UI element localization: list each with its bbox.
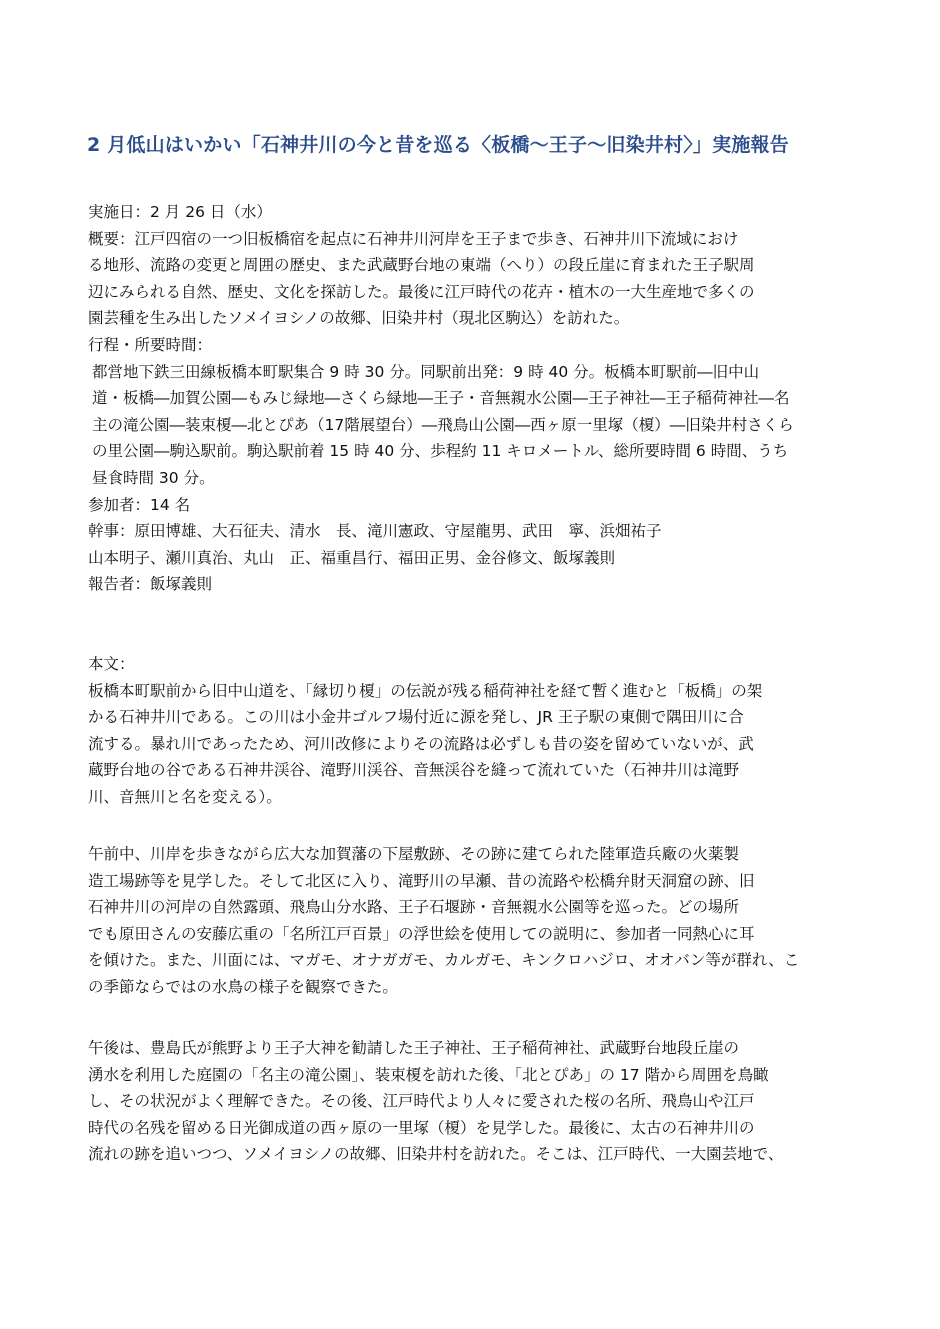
paragraph-1-line: 川、音無川と名を変える）。 — [88, 787, 282, 806]
paragraph-1-line: 流する。暴れ川であったため、河川改修によりその流路は必ずしも昔の姿を留めていないが、武 — [88, 734, 754, 753]
paragraph-2-line: を傾けた。また、川面には、マガモ、オナガガモ、カルガモ、キンクロハジロ、オオバン等が群れ、こ — [88, 951, 800, 970]
event-date: 実施日：2 月 26 日（水） — [88, 203, 272, 221]
paragraph-2-line: 午前中、川岸を歩きながら広大な加賀藩の下屋敷跡、その跡に建てられた陸軍造兵廠の火薬製 — [88, 845, 740, 863]
paragraph-3-line: 時代の名残を留める日光御成道の西ヶ原の一里塚（榎）を見学した。最後に、太古の石神井川の — [88, 1118, 755, 1137]
paragraph-2 — [88, 841, 878, 1001]
itinerary-line-3: 主の滝公園―装束榎―北とぴあ（17階展望台）―飛鳥山公園―西ヶ原一里塚（榎）―旧染井村さくら — [92, 415, 794, 434]
body-label: 本文： — [88, 655, 135, 673]
participants-count: 参加者：14 名 — [88, 495, 191, 514]
summary-line-3: 辺にみられる自然、歴史、文化を探訪した。最後に江戸時代の花卉・植木の一大生産地で多くの — [88, 282, 755, 301]
paragraph-3 — [88, 1035, 878, 1168]
paragraph-2-line: 石神井川の河岸の自然露頭、飛鳥山分水路、王子石堰跡・音無親水公園等を巡った。どの場所 — [88, 898, 740, 917]
summary-line-2: る地形、流路の変更と周囲の歴史、また武蔵野台地の東端（へり）の段丘崖に育まれた王子駅周 — [88, 256, 755, 275]
reporter: 報告者：飯塚義則 — [88, 575, 213, 594]
body-section — [88, 651, 878, 811]
organizers-line-1: 幹事：原田博雄、大石征夫、清水 長、滝川憲政、守屋龍男、武田 寧、浜畑祐子 — [88, 522, 662, 541]
report-title: 2 月低山はいかい「石神井川の今と昔を巡る〈板橋～王子～旧染井村〉」実施報告 — [87, 134, 789, 156]
summary-line-1: 概要：江戸四宿の一つ旧板橋宿を起点に石神井川河岸を王子まで歩き、石神井川下流域におけ — [88, 229, 739, 248]
itinerary-line-1: 都営地下鉄三田線板橋本町駅集合 9 時 30 分。同駅前出発：9 時 40 分。板橋本町駅前―旧中山 — [92, 362, 760, 381]
report-header-info — [88, 199, 878, 598]
paragraph-3-line: 流れの跡を追いつつ、ソメイヨシノの故郷、旧染井村を訪れた。そこは、江戸時代、一大園芸地で、 — [88, 1145, 784, 1164]
paragraph-2-line: 造工場跡等を見学した。そして北区に入り、滝野川の早瀬、昔の流路や松橋弁財天洞窟の跡、旧 — [88, 871, 755, 890]
paragraph-2-line: の季節ならではの水鳥の様子を観察できた。 — [88, 977, 398, 996]
paragraph-3-line: 午後は、豊島氏が熊野より王子大神を勧請した王子神社、王子稲荷神社、武蔵野台地段丘崖の — [88, 1039, 740, 1057]
paragraph-3-line: 湧水を利用した庭園の「名主の滝公園」、装束榎を訪れた後、「北とぴあ」の 17 階から周囲を鳥瞰 — [88, 1065, 769, 1084]
paragraph-1-line: 板橋本町駅前から旧中山道を、「縁切り榎」の伝説が残る稲荷神社を経て暫く進むと「板橋」の架 — [88, 681, 763, 700]
itinerary-line-5: 昼食時間 30 分。 — [92, 468, 215, 487]
paragraph-1-line: 蔵野台地の谷である石神井渓谷、滝野川渓谷、音無渓谷を縫って流れていた（石神井川は滝野 — [88, 761, 740, 780]
itinerary-line-2: 道・板橋―加賀公園―もみじ緑地―さくら緑地―王子・音無親水公園―王子神社―王子稲荷神社―名 — [92, 389, 790, 408]
itinerary-label: 行程・所要時間： — [88, 335, 213, 354]
paragraph-3-line: し、その状況がよく理解できた。その後、江戸時代より人々に愛された桜の名所、飛鳥山や江戸 — [88, 1092, 755, 1111]
itinerary-line-4: の里公園―駒込駅前。駒込駅前着 15 時 40 分、歩程約 11 キロメートル、総所要時間 6 時間、うち — [92, 442, 789, 461]
summary-line-4: 園芸種を生み出したソメイヨシノの故郷、旧染井村（現北区駒込）を訪れた。 — [88, 309, 630, 328]
organizers-line-2: 山本明子、瀬川真治、丸山 正、福重昌行、福田正男、金谷修文、飯塚義則 — [88, 548, 616, 567]
paragraph-1-line: かる石神井川である。この川は小金井ゴルフ場付近に源を発し、JR 王子駅の東側で隅田川に合 — [88, 708, 744, 727]
paragraph-2-line: でも原田さんの安藤広重の「名所江戸百景」の浮世絵を使用しての説明に、参加者一同熱心に耳 — [88, 924, 755, 943]
